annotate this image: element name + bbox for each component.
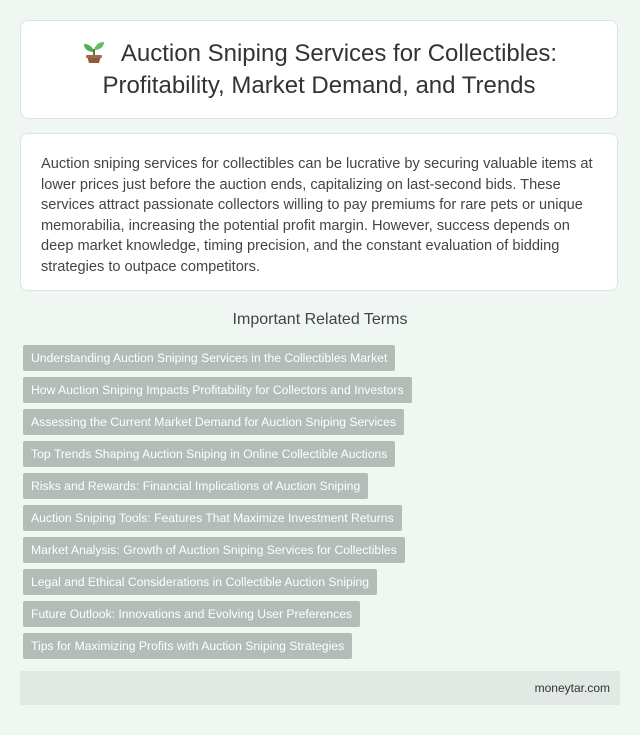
related-term-tag[interactable]: Market Analysis: Growth of Auction Sniping Services for Collectibles xyxy=(23,537,405,563)
footer-site-link[interactable]: moneytar.com xyxy=(534,681,610,695)
title-card xyxy=(20,20,618,119)
related-term-tag[interactable]: Tips for Maximizing Profits with Auction Sniping Strategies xyxy=(23,633,352,659)
summary-card xyxy=(20,133,618,291)
sprout-icon xyxy=(81,38,107,64)
related-term-tag[interactable]: Assessing the Current Market Demand for Auction Sniping Services xyxy=(23,409,404,435)
related-term-tag[interactable]: Future Outlook: Innovations and Evolving User Preferences xyxy=(23,601,360,627)
related-terms-heading: Important Related Terms xyxy=(232,311,408,328)
footer xyxy=(20,671,620,705)
related-term-tag[interactable]: Auction Sniping Tools: Features That Maximize Investment Returns xyxy=(23,505,402,531)
page-title xyxy=(21,38,617,102)
related-term-tag[interactable]: Understanding Auction Sniping Services in the Collectibles Market xyxy=(23,345,395,371)
related-terms-list xyxy=(23,345,412,665)
related-term-tag[interactable]: Risks and Rewards: Financial Implications of Auction Sniping xyxy=(23,473,368,499)
related-term-tag[interactable]: How Auction Sniping Impacts Profitability for Collectors and Investors xyxy=(23,377,412,403)
summary-text: Auction sniping services for collectibles can be lucrative by securing valuable items at lower prices just before the auction ends, capitalizing on last-second bids. These services attract passionate collectors willing to pay premiums for rare pets or unique memorabilia, increasing the potential profit margin. However, success depends on deep market knowledge, timing precision, and the constant evaluation of bidding strategies to outpace competitors. xyxy=(41,156,593,275)
page-title-text: Auction Sniping Services for Collectibles: Profitability, Market Demand, and Trends xyxy=(102,39,558,99)
related-term-tag[interactable]: Top Trends Shaping Auction Sniping in Online Collectible Auctions xyxy=(23,441,395,467)
related-term-tag[interactable]: Legal and Ethical Considerations in Collectible Auction Sniping xyxy=(23,569,377,595)
